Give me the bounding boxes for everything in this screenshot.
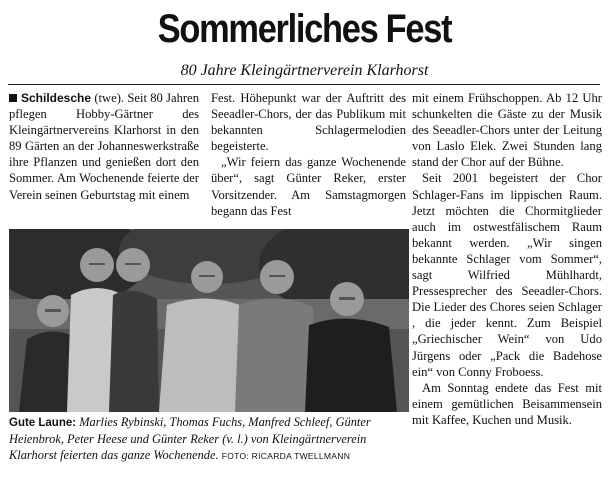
dateline-suffix: (twe). (91, 91, 125, 105)
paragraph: Am Sonntag endete das Fest mit einem gemütlichen Beisammensein mit Kaffee, Kuchen und Musik. (412, 380, 602, 427)
dateline-bullet-icon (9, 94, 17, 102)
paragraph (9, 90, 199, 203)
group-photo (9, 229, 409, 412)
photo-caption (9, 414, 409, 464)
dateline: Schildesche (21, 91, 92, 105)
column-3 (412, 90, 602, 428)
group-photo-image (9, 229, 409, 412)
paragraph: mit einem Frühschoppen. Ab 12 Uhr schunkelten die Gäste zu der Musik des Seeadler-Chors unter der Leitung von Laslo Elek. Zwei Stunden lang stand der Chor auf der Bühne. (412, 91, 602, 170)
paragraph: „Wir feiern das ganze Wochenende über“, sagt Günter Reker, erster Vorsitzender. Am Samstagmorgen begann das Fest (211, 155, 406, 218)
caption-lead: Gute Laune: (9, 417, 77, 429)
column-2 (211, 90, 406, 219)
subheadline: 80 Jahre Kleingärtnerverein Klarhorst (180, 62, 429, 79)
paragraph: Fest. Höhepunkt war der Auftritt des Seeadler-Chors, der das Publikum mit bekannten Schlagermelodien begeisterte. (211, 91, 406, 154)
photo-credit: FOTO: RICARDA TWELLMANN (221, 451, 351, 461)
header-rule (8, 84, 600, 85)
paragraph: Seit 2001 begeistert der Chor Schlager-Fans im lippischen Raum. Jetzt möchten die Chormitglieder auch im ostwestfälischem Raum bekannt werden. „Wir singen bekannte Schlager vom Sommer“, sagt Wilfried Mühlhardt, Pressesprecher des Seeadler-Chors. Die Lieder des Chores seien Schlager , die jeder kennt. Zum Beispiel „Griechischer Wein“ von Udo Jürgens oder „Pack die Badehose ein“ von Conny Froboess. (412, 171, 602, 379)
paragraph-text: Seit 80 Jahren pflegen Hobby-Gärtner des Kleingärtnervereins Klarhorst in den 89 Gärten an der Johanneswerkstraße ihre Pflanzen und genießen dort den Sommer. Am Wochenende feierte der Verein seinen Geburtstag mit einem (9, 91, 200, 202)
caption-text: Marlies Rybinski, Thomas Fuchs, Manfred Schleef, Günter Heienbrok, Peter Heese und Günter Reker (v. l.) von Kleingärtnerverein Klarhorst feierten das ganze Wochenende. (9, 415, 371, 462)
column-1 (9, 90, 199, 203)
headline: Sommerliches Fest (157, 7, 452, 51)
